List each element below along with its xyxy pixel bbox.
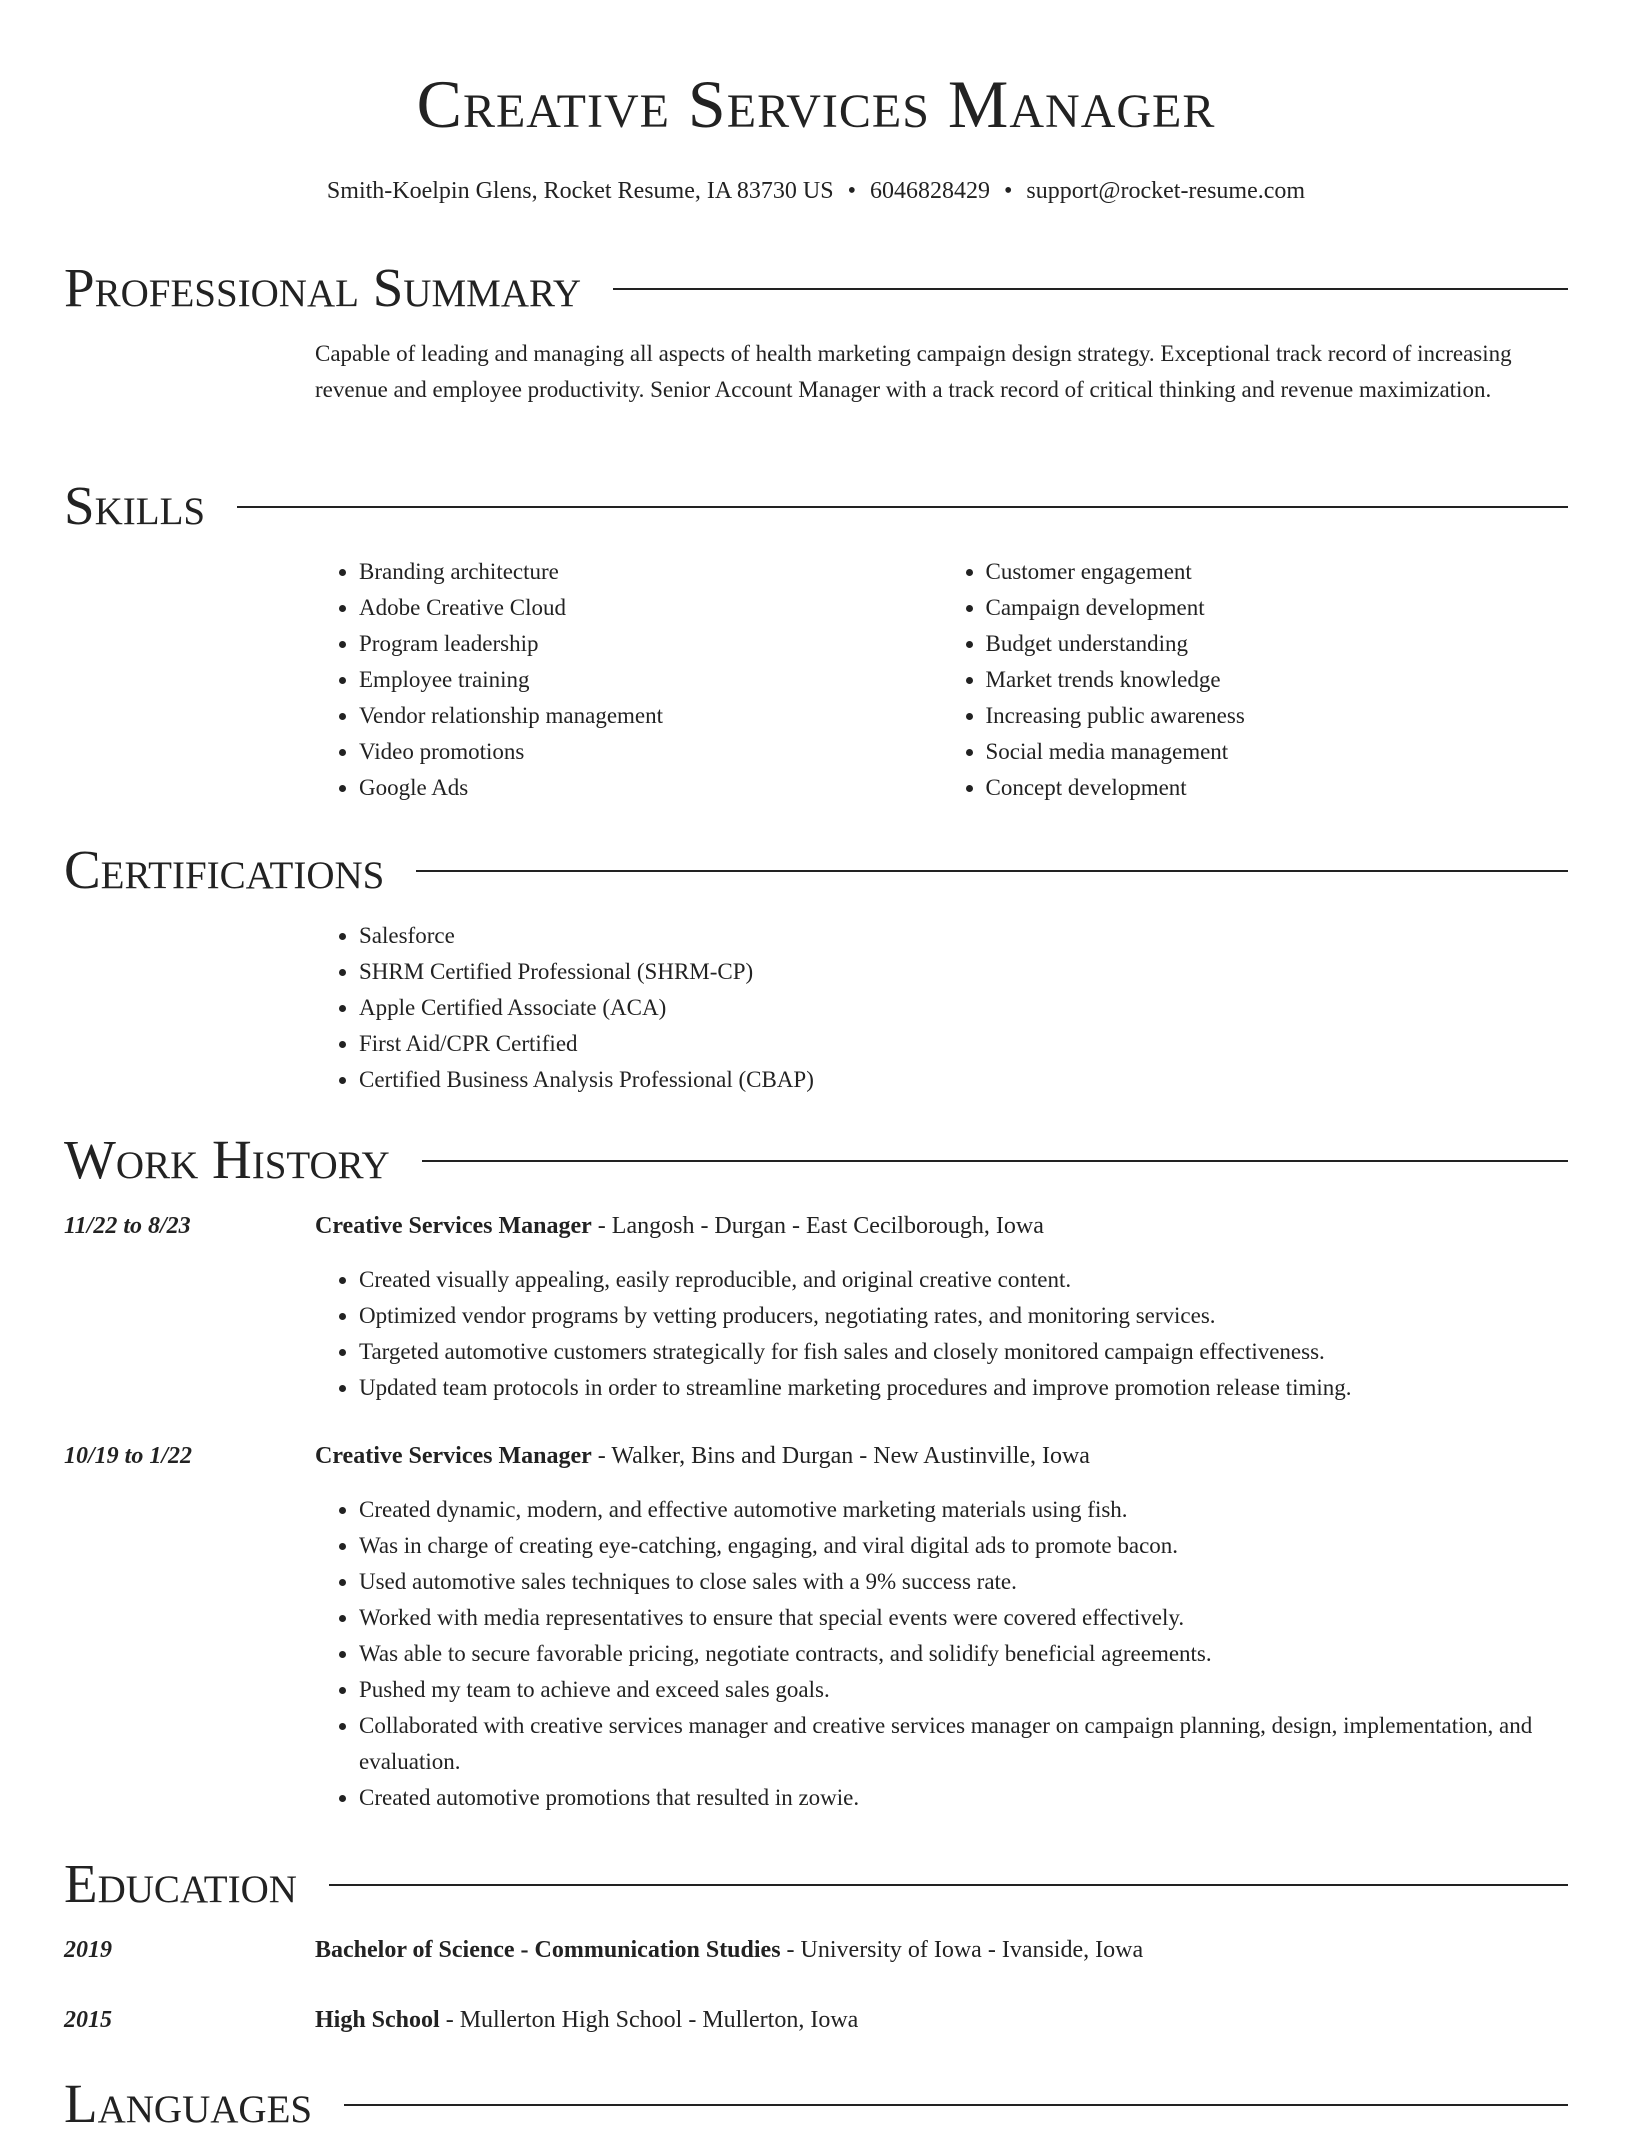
skills-column-right [942,554,1569,806]
section-header [64,840,1568,900]
section-divider [416,870,1568,872]
job-title-line [315,1208,1044,1244]
certifications-list [315,918,1568,1098]
section-divider [329,1884,1568,1886]
section-title: Work History [64,1129,390,1190]
job-duty: • Worked with media representatives to ensure that special events were covered effectively. [359,1600,1568,1636]
education-section [64,1854,1568,2038]
skill-item: • Campaign development [986,590,1569,626]
section-header [64,1854,1568,1914]
section-header [64,476,1568,536]
job-title: Creative Services Manager [315,1213,592,1239]
section-title: Education [64,1853,297,1914]
job-entry [64,1438,1568,1816]
job-duty: • Collaborated with creative services manager and creative services manager on campaign planning, design, implementation, and evaluation. [359,1708,1568,1780]
job-duty: • Targeted automotive customers strategically for fish sales and closely monitored campaign effectiveness. [359,1334,1568,1370]
job-duty: • Updated team protocols in order to streamline marketing procedures and improve promotion release timing. [359,1370,1568,1406]
education-line [315,2002,858,2038]
summary-body [315,336,1568,408]
contact-phone: 6046828429 [869,178,990,204]
contact-email[interactable]: support@rocket-resume.com [1026,178,1306,204]
skill-item: • Customer engagement [986,554,1569,590]
education-year: 2015 [64,2007,112,2033]
job-duty: • Pushed my team to achieve and exceed sales goals. [359,1672,1568,1708]
skill-item: • Program leadership [359,626,942,662]
skill-item: • Vendor relationship management [359,698,942,734]
education-degree: High School [315,2007,440,2033]
section-divider [422,1160,1568,1162]
education-school: - University of Iowa - Ivanside, Iowa [780,1937,1144,1963]
job-duty: • Created dynamic, modern, and effective automotive marketing materials using fish. [359,1492,1568,1528]
section-header [64,258,1568,318]
job-duty: • Was able to secure favorable pricing, negotiate contracts, and solidify beneficial agreements. [359,1636,1568,1672]
skills-section [64,476,1568,806]
job-duty: • Created automotive promotions that resulted in zowie. [359,1780,1568,1816]
skill-item: • Social media management [986,734,1569,770]
certifications-body [315,918,1568,1098]
summary-text: Capable of leading and managing all aspects of health marketing campaign design strategy. Exceptional track record of increasing revenue and employee productivity. Senior Account Manager with a track record of critical thinking and revenue maximization. [315,341,1512,402]
certifications-section [64,840,1568,1098]
section-title: Certifications [64,839,385,900]
skill-item: • Employee training [359,662,942,698]
section-header [64,2074,1568,2134]
skill-item: • Google Ads [359,770,942,806]
skill-item: • Market trends knowledge [986,662,1569,698]
certification-item: • SHRM Certified Professional (SHRM-CP) [359,954,1568,990]
job-duties-list [315,1492,1568,1816]
job-duty: • Was in charge of creating eye-catching, engaging, and viral digital ads to promote bacon. [359,1528,1568,1564]
education-school: - Mullerton High School - Mullerton, Iowa [439,2007,859,2033]
certification-item: • First Aid/CPR Certified [359,1026,1568,1062]
skill-item: • Branding architecture [359,554,942,590]
contact-line [0,174,1632,208]
skill-item: • Concept development [986,770,1569,806]
certification-item: • Apple Certified Associate (ACA) [359,990,1568,1026]
job-header [64,1208,1568,1244]
job-title-line [315,1438,1090,1474]
job-bullets [315,1492,1568,1816]
certification-item: • Salesforce [359,918,1568,954]
section-title: Languages [64,2073,313,2134]
education-line [315,1932,1143,1968]
section-divider [237,506,1568,508]
section-divider [613,288,1568,290]
job-dates: 10/19 to 1/22 [64,1443,193,1469]
section-title: Skills [64,475,206,536]
resume-name: Creative Services Manager [416,66,1216,142]
section-title: Professional Summary [64,257,582,318]
skill-item: • Budget understanding [986,626,1569,662]
work-history-section [64,1130,1568,1816]
education-year: 2019 [64,1937,112,1963]
job-duty: • Used automotive sales techniques to close sales with a 9% success rate. [359,1564,1568,1600]
job-duty: • Optimized vendor programs by vetting producers, negotiating rates, and monitoring services. [359,1298,1568,1334]
languages-section [64,2074,1568,2134]
section-divider [344,2104,1568,2106]
job-title: Creative Services Manager [315,1443,592,1469]
skills-column-left [315,554,942,806]
contact-address: Smith-Koelpin Glens, Rocket Resume, IA 83730 US [326,178,834,204]
contact-separator: • [1003,178,1013,204]
skill-item: • Video promotions [359,734,942,770]
education-entry [64,2002,1568,2038]
education-degree: Bachelor of Science - Communication Studies [315,1937,781,1963]
job-header [64,1438,1568,1474]
job-bullets [315,1262,1568,1406]
skills-list [315,554,1568,806]
section-header [64,1130,1568,1190]
job-company: - Langosh - Durgan - East Cecilborough, Iowa [591,1213,1044,1239]
job-duties-list [315,1262,1568,1406]
certification-item: • Certified Business Analysis Professional (CBAP) [359,1062,1568,1098]
skill-item: • Adobe Creative Cloud [359,590,942,626]
job-company: - Walker, Bins and Durgan - New Austinville, Iowa [591,1443,1090,1469]
contact-separator: • [847,178,856,204]
job-entry [64,1208,1568,1406]
summary-section [64,258,1568,408]
education-entry [64,1932,1568,1968]
job-dates: 11/22 to 8/23 [64,1213,191,1239]
job-duty: • Created visually appealing, easily reproducible, and original creative content. [359,1262,1568,1298]
skill-item: • Increasing public awareness [986,698,1569,734]
